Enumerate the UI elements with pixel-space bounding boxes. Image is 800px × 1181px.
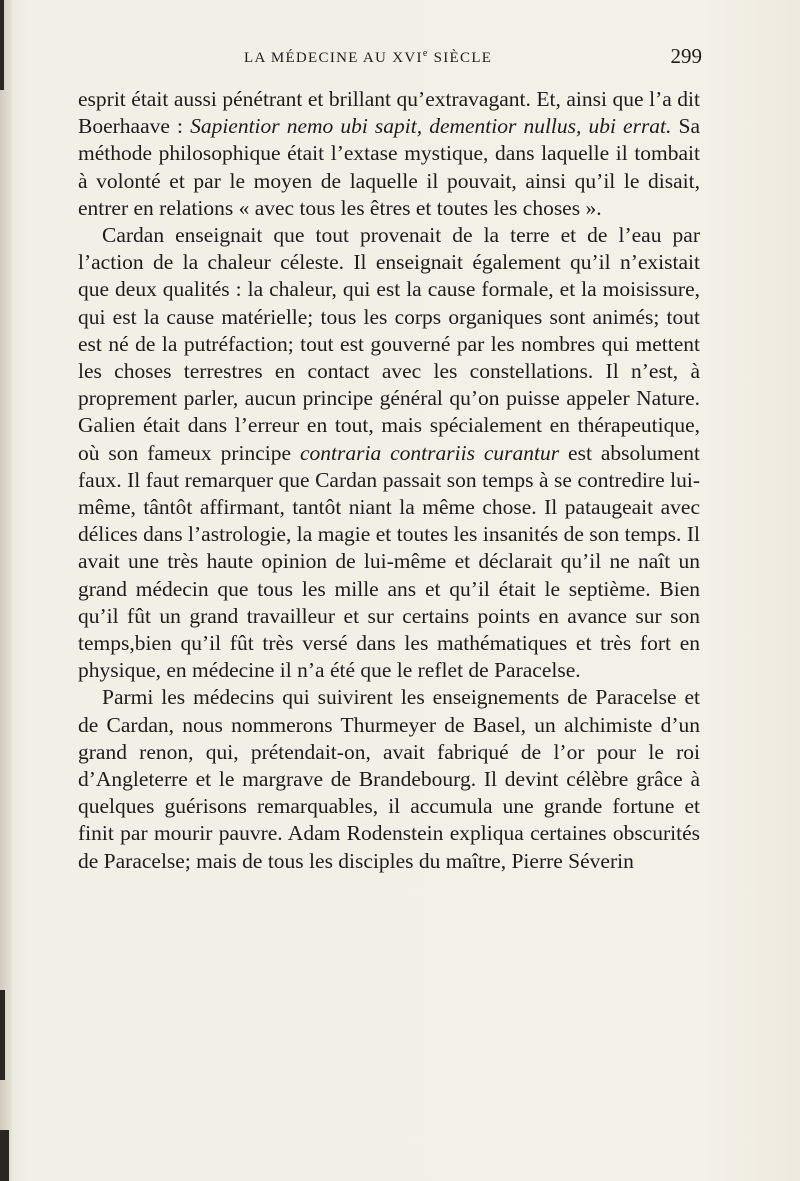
- binding-shadow-mark: [0, 1130, 9, 1181]
- running-head-superscript: e: [422, 48, 429, 59]
- binding-shadow-mark: [0, 0, 4, 90]
- running-head: [244, 47, 492, 67]
- text-segment: Parmi les médecins qui suivirent les enseignements de Paracelse et de Cardan, nous nommerons Thurmeyer de Basel, un alchimiste d’un grand renon, qui, prétendait-on, avait fabriqué de l’or pour le roi d’Angleterre et le margrave de Brandebourg. Il devint célèbre grâce à quelques guérisons remarquables, il accumula une grande fortune et finit par mourir pauvre. Adam Rodenstein expliqua certaines obscurités de Paracelse; mais de tous les disciples du maître, Pierre Séverin: [78, 685, 700, 873]
- text-segment: Sa méthode philosophique était l’extase mystique, dans laquelle il tombait à volonté et par le moyen de laquelle il pouvait, ainsi qu’il le disait, entrer en relations « avec tous les êtres et toutes les choses ».: [78, 114, 700, 220]
- italic-quote: contraria contrariis curantur: [299, 440, 560, 465]
- running-head-prefix: LA MÉDECINE AU XVI: [244, 50, 423, 66]
- running-head-suffix: SIÈCLE: [428, 50, 493, 66]
- page-number: 299: [670, 44, 702, 68]
- text-segment: est absolument faux. Il faut remarquer que Cardan passait son temps à se contredire lui-même, tântôt affirmant, tantôt niant la même chose. Il pataugeait avec délices dans l’astrologie, la magie et toutes les insanités de son temps. Il avait une très haute opinion de lui-même et déclarait qu’il ne naît un grand médecin que tous les mille ans et qu’il était le septième. Bien qu’il fût un grand travailleur et sur certains points en avance sur son temps,bien qu’il fût très versé dans les mathématiques et très fort en physique, en médecine il n’a été que le reflet de Paracelse.: [78, 440, 700, 683]
- paragraph: [78, 684, 700, 874]
- body-text: [78, 86, 700, 875]
- paragraph: [78, 222, 700, 684]
- paragraph: [78, 86, 700, 222]
- page-header: [78, 44, 702, 72]
- italic-quote: Sapientior nemo ubi sapit, dementior nullus, ubi errat.: [190, 114, 672, 139]
- text-segment: esprit était aussi pénétrant et brillant qu’extravagant. Et, ainsi que l’a dit Boerhaave :: [78, 87, 700, 139]
- binding-shadow-mark: [0, 990, 5, 1080]
- text-segment: Cardan enseignait que tout provenait de la terre et de l’eau par l’action de la chaleur céleste. Il enseignait également qu’il n’existait que deux qualités : la chaleur, qui est la cause formale, et la moisissure, qui est la cause matérielle; tous les corps organiques sont animés; tout est né de la putréfaction; tout est gouverné par les nombres qui mettent les choses terrestres en contact avec les constellations. Il n’est, à proprement parler, aucun principe général qu’on puisse appeler Nature. Galien était dans l’erreur en tout, mais spécialement en thérapeutique, où son fameux principe: [78, 223, 700, 465]
